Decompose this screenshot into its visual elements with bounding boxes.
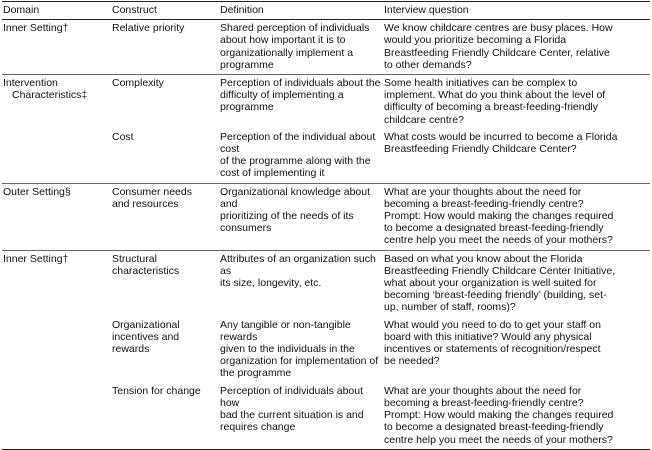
cell-line: its size, longevity, etc. [220, 277, 322, 290]
cell-line: Attributes of an organization such as [220, 252, 376, 277]
cell-line: and resources [112, 197, 179, 210]
definition-cell [219, 383, 383, 450]
cell-line: Consumer needs [112, 185, 192, 198]
domain-cell [2, 250, 111, 317]
header-interview-question: Interview question [384, 4, 469, 16]
domain-cell [2, 75, 111, 129]
cell-line: Organizational knowledge about and [220, 185, 371, 210]
cell-line: childcare centre? [384, 113, 464, 126]
cell-line: would you prioritize becoming a Florida [384, 34, 567, 47]
cell-line: centre help you meet the needs of your mothers? [384, 433, 613, 446]
table-row [2, 129, 650, 183]
cell-line: of the programme along with the [220, 155, 371, 168]
header-construct: Construct [112, 4, 157, 16]
cell-line: characteristics [112, 264, 180, 277]
table-row [2, 250, 650, 317]
cell-line: We know childcare centres are busy places. How [384, 22, 613, 35]
cell-line: prioritizing of the needs of its [220, 210, 354, 223]
construct-cell [111, 250, 219, 317]
header-domain: Domain [3, 4, 40, 16]
definition-cell [219, 250, 383, 317]
cell-line: Perception of individuals about the [220, 77, 381, 90]
domain-cell [2, 129, 111, 183]
cell-line: the programme [220, 367, 292, 380]
cell-line: Organizational [112, 318, 180, 331]
table-row [2, 75, 650, 129]
cell-line: about how important it is to [220, 34, 346, 47]
definition-cell [219, 317, 383, 383]
cell-line: incentives and [112, 330, 180, 343]
cell-line: Breastfeeding Friendly Childcare Center? [384, 143, 577, 156]
cell-line: Some health initiatives can be complex to [384, 77, 578, 90]
cell-line: Prompt: How would making the changes required [384, 409, 614, 422]
construct-cell [111, 383, 219, 450]
cell-line: Prompt: How would making the changes required [384, 210, 614, 223]
cell-line: What would you need to do to get your staff on [384, 318, 601, 331]
question-cell [383, 20, 650, 75]
cell-line: Breastfeeding Friendly Childcare Center Initiative, [384, 264, 616, 277]
cell-line: Relative priority [112, 22, 185, 35]
question-cell [383, 183, 650, 250]
cell-line: Outer Setting§ [3, 185, 71, 198]
table-row [2, 317, 650, 383]
table-row [2, 383, 650, 450]
cell-line: Shared perception of individuals [220, 22, 370, 35]
cell-line: Structural [112, 252, 157, 265]
cell-line: Inner Setting† [3, 252, 69, 265]
constructs-table [2, 1, 650, 450]
cell-line: what about your organization is well suited for [384, 277, 597, 290]
cell-line: Complexity [112, 77, 164, 90]
cell-line: programme [220, 101, 274, 114]
cell-line: What are your thoughts about the need for [384, 384, 582, 397]
cell-line: Any tangible or non-tangible rewards [220, 318, 351, 343]
cell-line: to become a designated breast-feeding-friendly [384, 421, 604, 434]
definition-cell [219, 129, 383, 183]
construct-cell [111, 317, 219, 383]
table-row [2, 20, 650, 75]
question-cell [383, 75, 650, 129]
cell-line: Perception of the individual about cost [220, 130, 376, 156]
cell-line: board with this initiative? Would any physical [384, 330, 592, 343]
cell-line: incentives or statements of recognition/respect [384, 343, 601, 356]
table-body [2, 20, 650, 450]
cell-line: difficulty of implementing a [220, 89, 344, 102]
construct-cell [111, 183, 219, 250]
cell-line: given to the individuals in the [220, 343, 355, 356]
cell-line: Intervention [3, 77, 58, 90]
header-definition: Definition [220, 4, 264, 16]
cell-line: difficulty of becoming a breast-feeding-friendly [384, 101, 599, 114]
cell-line: up, number of staff, rooms)? [384, 301, 516, 314]
cell-line: organizationally implement a [220, 46, 354, 59]
domain-cell [2, 317, 111, 383]
cell-line: consumers [220, 222, 272, 235]
domain-cell [2, 383, 111, 450]
question-cell [383, 129, 650, 183]
cell-line: centre help you meet the needs of your mothers? [384, 234, 613, 247]
construct-cell [111, 75, 219, 129]
cell-line: implement. What do you think about the level of [384, 89, 606, 102]
definition-cell [219, 75, 383, 129]
question-cell [383, 383, 650, 450]
domain-cell [2, 20, 111, 75]
cell-line: Based on what you know about the Florida [384, 252, 583, 265]
cell-line: cost of implementing it [220, 167, 325, 180]
definition-cell [219, 20, 383, 75]
cell-line: programme [220, 58, 274, 71]
cell-line: bad the current situation is and [220, 409, 364, 422]
cell-line: What costs would be incurred to become a Florida [384, 130, 618, 143]
cell-line: to other demands? [384, 58, 472, 71]
cell-line: What are your thoughts about the need for [384, 185, 582, 198]
cell-line: Characteristics‡ [12, 89, 88, 102]
cell-line: Inner Setting† [3, 22, 69, 35]
header-row [2, 2, 650, 20]
construct-cell [111, 20, 219, 75]
cell-line: organization for implementation of [220, 355, 379, 368]
cell-line: Tension for change [112, 384, 201, 397]
cell-line: becoming a breast-feeding-friendly centre? [384, 197, 584, 210]
construct-cell [111, 129, 219, 183]
cell-line: becoming a breast-feeding-friendly centre? [384, 396, 584, 409]
cell-line: Breastfeeding Friendly Childcare Center, relative [384, 46, 610, 59]
cell-line: to become a designated breast-feeding-friendly [384, 222, 604, 235]
domain-cell [2, 183, 111, 250]
cell-line: rewards [112, 343, 150, 356]
cell-line: be needed? [384, 355, 440, 368]
question-cell [383, 317, 650, 383]
cell-line: requires change [220, 421, 296, 434]
cell-line: becoming ‘breast-feeding friendly’ (building, set- [384, 289, 607, 302]
cell-line: Cost [112, 130, 134, 143]
cell-line: Perception of individuals about how [220, 384, 364, 409]
question-cell [383, 250, 650, 317]
definition-cell [219, 183, 383, 250]
table-row [2, 183, 650, 250]
